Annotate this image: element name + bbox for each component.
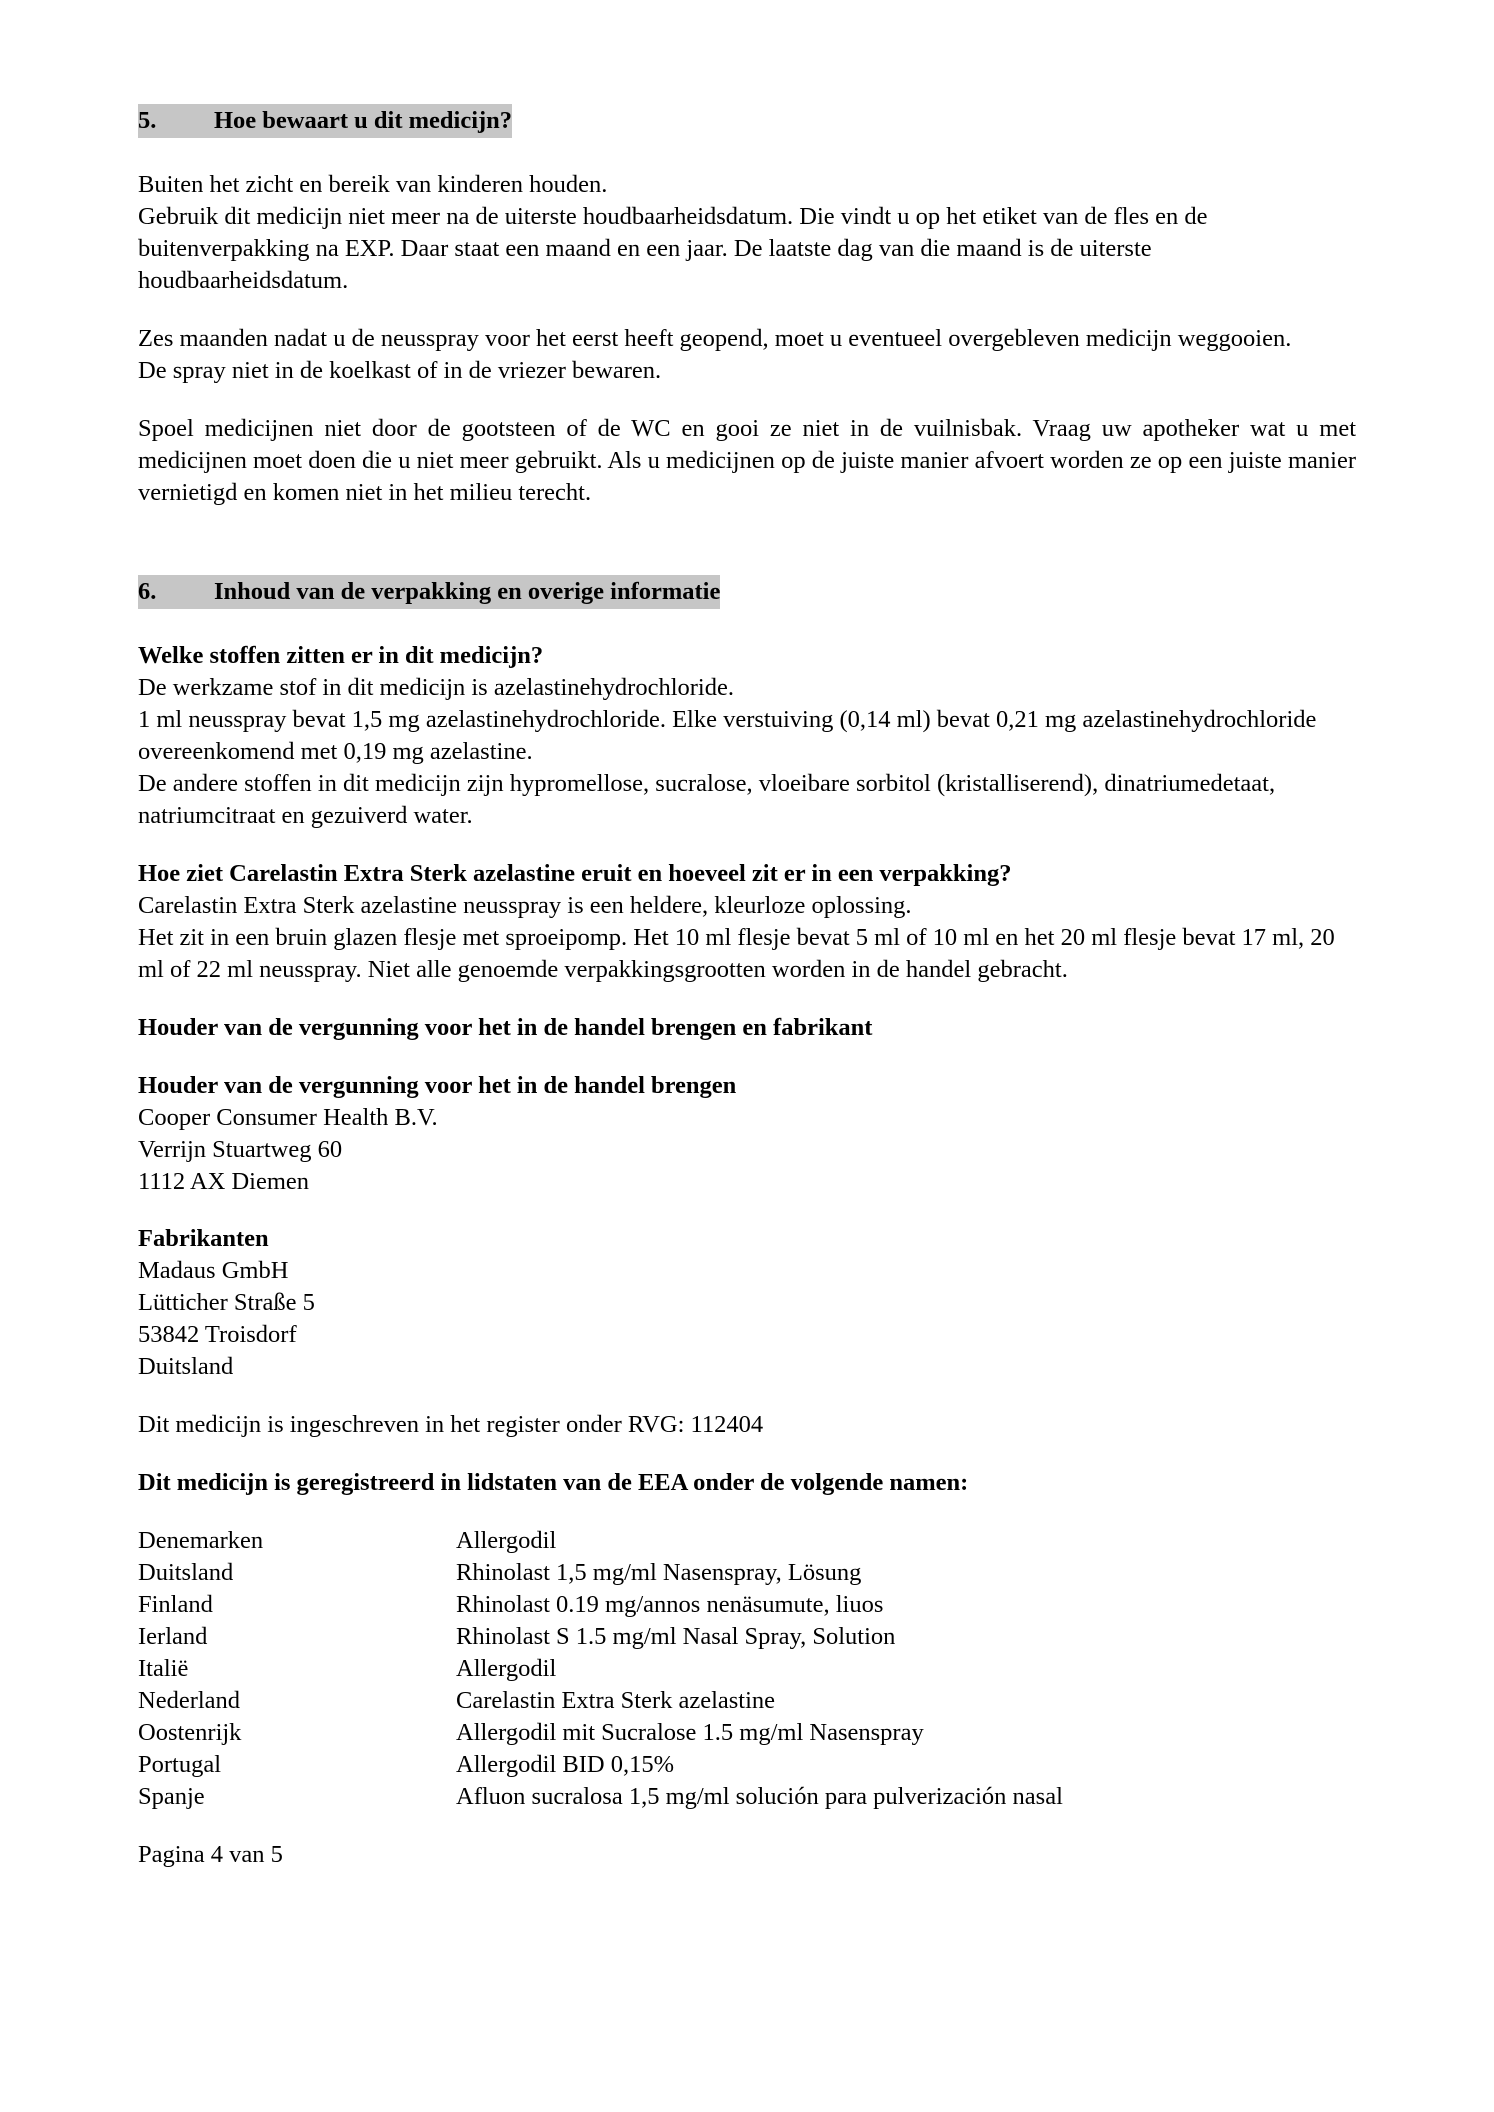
- eea-country: Spanje: [138, 1782, 205, 1810]
- eea-country: Ierland: [138, 1622, 208, 1650]
- eea-row: [138, 1557, 1356, 1589]
- eea-country: Italië: [138, 1654, 189, 1682]
- storage-paragraph-2: Zes maanden nadat u de neusspray voor het eerst heeft geopend, moet u eventueel overgebleven medicijn weggooien. De spray niet in de koelkast of in de vriezer bewaren.: [138, 325, 1292, 385]
- manufacturer-address-line: Duitsland: [138, 1353, 234, 1381]
- eea-row: [138, 1653, 1356, 1685]
- eea-country: Duitsland: [138, 1558, 234, 1586]
- eea-country: Finland: [138, 1590, 213, 1618]
- marketing-authorisation-holder-heading: Houder van de vergunning voor het in de handel brengen: [138, 1071, 737, 1099]
- page-content: [138, 104, 1356, 1871]
- section-5-heading: [138, 104, 1356, 138]
- eea-product-name: Carelastin Extra Sterk azelastine: [456, 1686, 776, 1714]
- eea-country: Nederland: [138, 1686, 241, 1714]
- eea-row: [138, 1781, 1356, 1813]
- appearance-text: Carelastin Extra Sterk azelastine neusspray is een heldere, kleurloze oplossing. Het zit in een bruin glazen flesje met sproeipomp. Het 10 ml flesje bevat 5 ml of 10 ml en het 20 ml flesje bevat 17 ml, 20 ml of 22 ml neusspray. Niet alle genoemde verpakkingsgrootten worden in de handel gebracht.: [138, 891, 1335, 983]
- section-5-number: 5.: [138, 107, 157, 134]
- marketing-authorisation-holder-address-line: Verrijn Stuartweg 60: [138, 1135, 343, 1163]
- eea-row: [138, 1749, 1356, 1781]
- section-6-number: 6.: [138, 578, 157, 606]
- eea-country: Denemarken: [138, 1527, 264, 1554]
- eea-product-name: Allergodil: [456, 1527, 557, 1554]
- ingredients-heading: Welke stoffen zitten er in dit medicijn?: [138, 642, 544, 670]
- eea-row: [138, 1717, 1356, 1749]
- eea-names-list: [138, 1525, 1356, 1813]
- eea-product-name: Allergodil BID 0,15%: [456, 1750, 674, 1778]
- eea-row: [138, 1685, 1356, 1717]
- eea-product-name: Rhinolast 1,5 mg/ml Nasenspray, Lösung: [456, 1558, 862, 1586]
- eea-product-name: Allergodil: [456, 1654, 557, 1682]
- marketing-authorisation-and-manufacturer-heading: Houder van de vergunning voor het in de handel brengen en fabrikant: [138, 1013, 873, 1041]
- manufacturer-address-line: 53842 Troisdorf: [138, 1321, 297, 1349]
- eea-row: [138, 1621, 1356, 1653]
- eea-row: [138, 1589, 1356, 1621]
- section-6-heading: [138, 575, 1356, 609]
- manufacturer-heading: Fabrikanten: [138, 1225, 269, 1253]
- manufacturer-address-line: Madaus GmbH: [138, 1257, 289, 1285]
- registration-number-text: Dit medicijn is ingeschreven in het register onder RVG: 112404: [138, 1411, 764, 1439]
- eea-country: Oostenrijk: [138, 1718, 242, 1746]
- eea-product-name: Rhinolast 0.19 mg/annos nenäsumute, liuos: [456, 1590, 884, 1618]
- eea-names-heading: Dit medicijn is geregistreerd in lidstaten van de EEA onder de volgende namen:: [138, 1469, 969, 1497]
- storage-paragraph-1: Buiten het zicht en bereik van kinderen houden. Gebruik dit medicijn niet meer na de uiterste houdbaarheidsdatum. Die vindt u op het etiket van de fles en de buitenverpakking na EXP. Daar staat een maand en een jaar. De laatste dag van die maand is de uiterste houdbaarheidsdatum.: [138, 171, 1208, 295]
- eea-product-name: Rhinolast S 1.5 mg/ml Nasal Spray, Solution: [456, 1622, 896, 1650]
- disposal-paragraph: Spoel medicijnen niet door de gootsteen of de WC en gooi ze niet in de vuilnisbak. Vraag uw apotheker wat u met medicijnen moet doen die u niet meer gebruikt. Als u medicijnen op de juiste manier afvoert worden ze op een juiste manier vernietigd en komen niet in het milieu terecht.: [138, 415, 1356, 507]
- eea-product-name: Afluon sucralosa 1,5 mg/ml solución para pulverización nasal: [456, 1782, 1063, 1810]
- eea-country: Portugal: [138, 1750, 222, 1778]
- marketing-authorisation-holder-address-line: Cooper Consumer Health B.V.: [138, 1103, 438, 1131]
- section-6-title: Inhoud van de verpakking en overige informatie: [214, 578, 721, 606]
- ingredients-text: De werkzame stof in dit medicijn is azelastinehydrochloride. 1 ml neusspray bevat 1,5 mg azelastinehydrochloride. Elke verstuiving (0,14 ml) bevat 0,21 mg azelastinehydrochloride overeenkomend met 0,19 mg azelastine. De andere stoffen in dit medicijn zijn hypromellose, sucralose, vloeibare sorbitol (kristalliserend), dinatriumedetaat, natriumcitraat en gezuiverd water.: [138, 674, 1317, 830]
- section-5-title: Hoe bewaart u dit medicijn?: [214, 107, 513, 134]
- appearance-heading: Hoe ziet Carelastin Extra Sterk azelastine eruit en hoeveel zit er in een verpakking?: [138, 860, 1012, 888]
- eea-row: [138, 1525, 1356, 1557]
- page-footer: Pagina 4 van 5: [138, 1840, 283, 1868]
- eea-product-name: Allergodil mit Sucralose 1.5 mg/ml Nasenspray: [456, 1718, 924, 1746]
- manufacturer-address-line: Lütticher Straße 5: [138, 1289, 315, 1317]
- marketing-authorisation-holder-address-line: 1112 AX Diemen: [138, 1167, 310, 1195]
